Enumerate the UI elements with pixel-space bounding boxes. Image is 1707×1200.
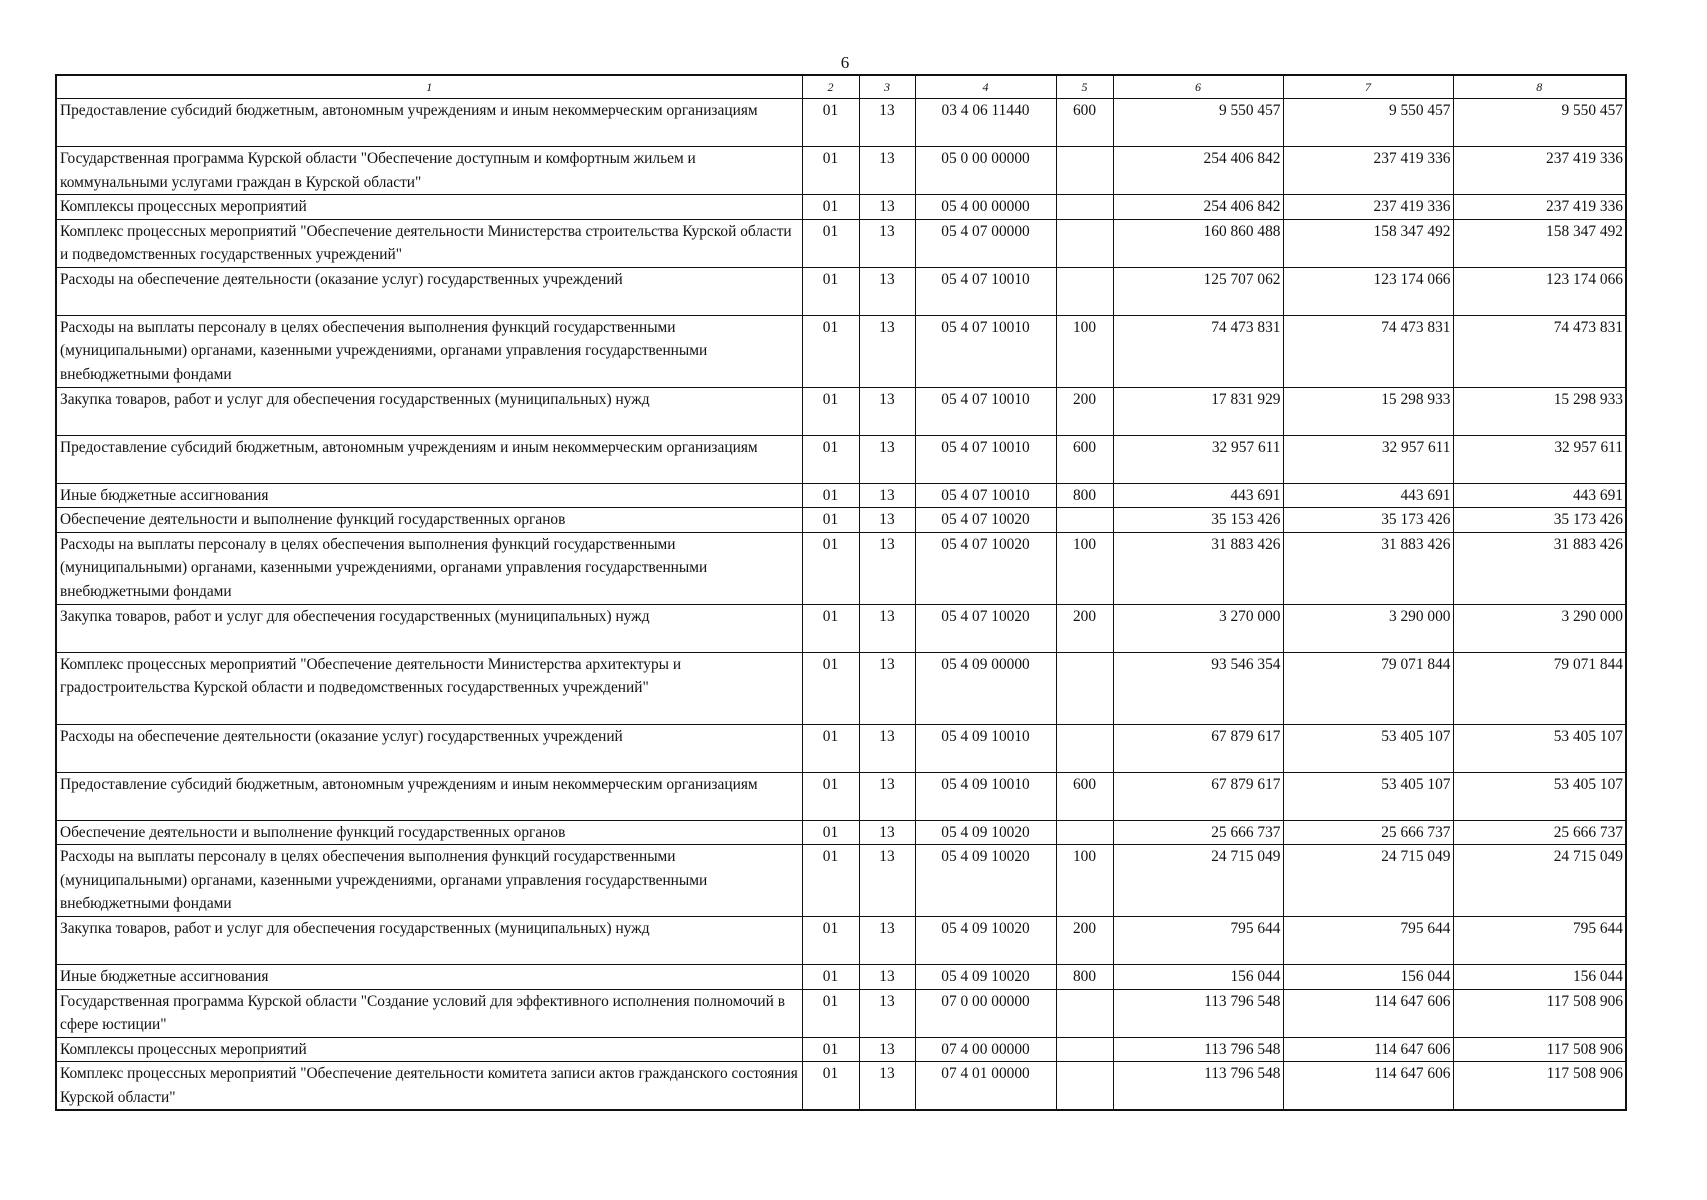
- row-expense-type-code: [1056, 147, 1113, 195]
- row-name: Государственная программа Курской области "Создание условий для эффективного исполнения полномочий в сфере юстиции": [56, 989, 802, 1037]
- row-amount-col-8: 15 298 933: [1453, 387, 1626, 435]
- row-section-code: 01: [802, 1037, 859, 1062]
- row-section-code: 01: [802, 532, 859, 604]
- row-amount-col-7: 32 957 611: [1283, 435, 1453, 483]
- row-section-code: 01: [802, 724, 859, 772]
- row-name: Комплекс процессных мероприятий "Обеспечение деятельности комитета записи актов гражданского состояния Курской области": [56, 1062, 802, 1111]
- row-amount-col-6: 25 666 737: [1113, 820, 1283, 845]
- table-row: [56, 845, 1626, 917]
- row-section-code: 01: [802, 917, 859, 965]
- row-amount-col-6: 31 883 426: [1113, 532, 1283, 604]
- row-expense-type-code: 200: [1056, 917, 1113, 965]
- row-section-code: 01: [802, 267, 859, 315]
- row-subsection-code: 13: [859, 917, 915, 965]
- row-target-article-code: 07 4 01 00000: [915, 1062, 1056, 1111]
- row-amount-col-6: 254 406 842: [1113, 147, 1283, 195]
- header-col-5: 5: [1056, 75, 1113, 99]
- row-name: Комплекс процессных мероприятий "Обеспечение деятельности Министерства архитектуры и градостроительства Курской области и подведомственных государственных учреждений": [56, 652, 802, 724]
- row-section-code: 01: [802, 147, 859, 195]
- row-section-code: 01: [802, 435, 859, 483]
- row-name: Иные бюджетные ассигнования: [56, 965, 802, 990]
- row-expense-type-code: 200: [1056, 387, 1113, 435]
- row-expense-type-code: 200: [1056, 604, 1113, 652]
- row-target-article-code: 05 4 09 10010: [915, 724, 1056, 772]
- row-name: Обеспечение деятельности и выполнение функций государственных органов: [56, 820, 802, 845]
- row-name: Расходы на выплаты персоналу в целях обеспечения выполнения функций государственными (муниципальными) органами, казенными учреждениями, органами управления государственными внебюджетными фондами: [56, 845, 802, 917]
- header-col-3: 3: [859, 75, 915, 99]
- table-row: [56, 772, 1626, 820]
- header-col-1: 1: [56, 75, 802, 99]
- row-subsection-code: 13: [859, 147, 915, 195]
- row-expense-type-code: 100: [1056, 845, 1113, 917]
- row-amount-col-7: 53 405 107: [1283, 772, 1453, 820]
- header-col-8: 8: [1453, 75, 1626, 99]
- row-subsection-code: 13: [859, 965, 915, 990]
- row-amount-col-6: 3 270 000: [1113, 604, 1283, 652]
- row-subsection-code: 13: [859, 989, 915, 1037]
- row-amount-col-8: 31 883 426: [1453, 532, 1626, 604]
- row-target-article-code: 05 4 07 10010: [915, 315, 1056, 387]
- row-expense-type-code: [1056, 652, 1113, 724]
- row-amount-col-8: 795 644: [1453, 917, 1626, 965]
- row-name: Предоставление субсидий бюджетным, автономным учреждениям и иным некоммерческим организациям: [56, 99, 802, 147]
- row-section-code: 01: [802, 99, 859, 147]
- row-section-code: 01: [802, 604, 859, 652]
- row-amount-col-7: 24 715 049: [1283, 845, 1453, 917]
- row-name: Государственная программа Курской области "Обеспечение доступным и комфортным жильем и коммунальными услугами граждан в Курской области": [56, 147, 802, 195]
- row-name: Комплекс процессных мероприятий "Обеспечение деятельности Министерства строительства Курской области и подведомственных государственных учреждений": [56, 219, 802, 267]
- row-amount-col-8: 117 508 906: [1453, 1062, 1626, 1111]
- row-name: Комплексы процессных мероприятий: [56, 195, 802, 220]
- table-row: [56, 147, 1626, 195]
- row-section-code: 01: [802, 772, 859, 820]
- row-section-code: 01: [802, 820, 859, 845]
- table-row: [56, 387, 1626, 435]
- row-amount-col-6: 67 879 617: [1113, 724, 1283, 772]
- row-amount-col-6: 67 879 617: [1113, 772, 1283, 820]
- row-amount-col-6: 93 546 354: [1113, 652, 1283, 724]
- row-name: Закупка товаров, работ и услуг для обеспечения государственных (муниципальных) нужд: [56, 387, 802, 435]
- row-target-article-code: 05 4 00 00000: [915, 195, 1056, 220]
- table-header-row: [56, 75, 1626, 99]
- row-subsection-code: 13: [859, 532, 915, 604]
- row-expense-type-code: 100: [1056, 315, 1113, 387]
- row-target-article-code: 05 4 07 10020: [915, 604, 1056, 652]
- table-row: [56, 267, 1626, 315]
- row-amount-col-7: 114 647 606: [1283, 1037, 1453, 1062]
- row-expense-type-code: 600: [1056, 435, 1113, 483]
- row-amount-col-6: 795 644: [1113, 917, 1283, 965]
- row-amount-col-7: 114 647 606: [1283, 1062, 1453, 1111]
- table-row: [56, 219, 1626, 267]
- row-target-article-code: 05 4 09 10020: [915, 917, 1056, 965]
- row-name: Расходы на обеспечение деятельности (оказание услуг) государственных учреждений: [56, 267, 802, 315]
- row-subsection-code: 13: [859, 652, 915, 724]
- row-subsection-code: 13: [859, 435, 915, 483]
- row-name: Закупка товаров, работ и услуг для обеспечения государственных (муниципальных) нужд: [56, 604, 802, 652]
- row-section-code: 01: [802, 652, 859, 724]
- row-amount-col-8: 443 691: [1453, 483, 1626, 508]
- row-section-code: 01: [802, 315, 859, 387]
- row-expense-type-code: [1056, 724, 1113, 772]
- row-subsection-code: 13: [859, 772, 915, 820]
- row-amount-col-8: 123 174 066: [1453, 267, 1626, 315]
- row-target-article-code: 05 4 07 10020: [915, 532, 1056, 604]
- row-amount-col-6: 113 796 548: [1113, 1037, 1283, 1062]
- row-amount-col-7: 3 290 000: [1283, 604, 1453, 652]
- row-subsection-code: 13: [859, 195, 915, 220]
- row-subsection-code: 13: [859, 508, 915, 533]
- row-expense-type-code: [1056, 1037, 1113, 1062]
- row-amount-col-6: 443 691: [1113, 483, 1283, 508]
- row-amount-col-8: 9 550 457: [1453, 99, 1626, 147]
- row-amount-col-8: 53 405 107: [1453, 724, 1626, 772]
- row-section-code: 01: [802, 1062, 859, 1111]
- row-amount-col-8: 3 290 000: [1453, 604, 1626, 652]
- row-name: Предоставление субсидий бюджетным, автономным учреждениям и иным некоммерческим организациям: [56, 772, 802, 820]
- row-expense-type-code: 800: [1056, 483, 1113, 508]
- row-target-article-code: 05 4 09 00000: [915, 652, 1056, 724]
- row-amount-col-6: 113 796 548: [1113, 989, 1283, 1037]
- row-amount-col-7: 795 644: [1283, 917, 1453, 965]
- row-target-article-code: 05 4 09 10020: [915, 965, 1056, 990]
- row-target-article-code: 05 4 07 10010: [915, 435, 1056, 483]
- row-amount-col-6: 24 715 049: [1113, 845, 1283, 917]
- table-row: [56, 820, 1626, 845]
- row-section-code: 01: [802, 965, 859, 990]
- row-target-article-code: 05 4 07 10010: [915, 483, 1056, 508]
- row-name: Расходы на выплаты персоналу в целях обеспечения выполнения функций государственными (муниципальными) органами, казенными учреждениями, органами управления государственными внебюджетными фондами: [56, 315, 802, 387]
- row-amount-col-7: 156 044: [1283, 965, 1453, 990]
- row-section-code: 01: [802, 387, 859, 435]
- table-row: [56, 315, 1626, 387]
- row-amount-col-7: 9 550 457: [1283, 99, 1453, 147]
- row-name: Иные бюджетные ассигнования: [56, 483, 802, 508]
- row-subsection-code: 13: [859, 315, 915, 387]
- table-row: [56, 1037, 1626, 1062]
- row-amount-col-8: 117 508 906: [1453, 989, 1626, 1037]
- row-section-code: 01: [802, 219, 859, 267]
- row-amount-col-6: 35 153 426: [1113, 508, 1283, 533]
- page-number: 6: [840, 53, 850, 72]
- row-expense-type-code: [1056, 195, 1113, 220]
- row-target-article-code: 03 4 06 11440: [915, 99, 1056, 147]
- table-row: [56, 508, 1626, 533]
- row-expense-type-code: [1056, 1062, 1113, 1111]
- row-amount-col-8: 35 173 426: [1453, 508, 1626, 533]
- row-expense-type-code: 600: [1056, 772, 1113, 820]
- row-subsection-code: 13: [859, 99, 915, 147]
- row-expense-type-code: [1056, 508, 1113, 533]
- header-col-6: 6: [1113, 75, 1283, 99]
- row-amount-col-8: 79 071 844: [1453, 652, 1626, 724]
- row-amount-col-7: 31 883 426: [1283, 532, 1453, 604]
- row-name: Обеспечение деятельности и выполнение функций государственных органов: [56, 508, 802, 533]
- row-section-code: 01: [802, 195, 859, 220]
- table-row: [56, 724, 1626, 772]
- table-row: [56, 965, 1626, 990]
- row-amount-col-7: 53 405 107: [1283, 724, 1453, 772]
- row-section-code: 01: [802, 508, 859, 533]
- row-amount-col-8: 53 405 107: [1453, 772, 1626, 820]
- row-amount-col-6: 254 406 842: [1113, 195, 1283, 220]
- row-amount-col-6: 17 831 929: [1113, 387, 1283, 435]
- row-amount-col-8: 158 347 492: [1453, 219, 1626, 267]
- row-subsection-code: 13: [859, 267, 915, 315]
- row-amount-col-8: 32 957 611: [1453, 435, 1626, 483]
- row-name: Закупка товаров, работ и услуг для обеспечения государственных (муниципальных) нужд: [56, 917, 802, 965]
- table-row: [56, 604, 1626, 652]
- row-amount-col-6: 32 957 611: [1113, 435, 1283, 483]
- row-amount-col-7: 74 473 831: [1283, 315, 1453, 387]
- budget-table: [55, 74, 1627, 1111]
- row-amount-col-7: 237 419 336: [1283, 147, 1453, 195]
- row-amount-col-8: 74 473 831: [1453, 315, 1626, 387]
- row-section-code: 01: [802, 989, 859, 1037]
- row-subsection-code: 13: [859, 724, 915, 772]
- row-amount-col-8: 237 419 336: [1453, 195, 1626, 220]
- row-target-article-code: 05 4 07 10010: [915, 387, 1056, 435]
- row-amount-col-7: 123 174 066: [1283, 267, 1453, 315]
- table-row: [56, 989, 1626, 1037]
- row-amount-col-8: 237 419 336: [1453, 147, 1626, 195]
- row-amount-col-8: 24 715 049: [1453, 845, 1626, 917]
- row-target-article-code: 05 0 00 00000: [915, 147, 1056, 195]
- row-section-code: 01: [802, 483, 859, 508]
- row-subsection-code: 13: [859, 1062, 915, 1111]
- row-target-article-code: 05 4 09 10010: [915, 772, 1056, 820]
- table-row: [56, 917, 1626, 965]
- row-subsection-code: 13: [859, 1037, 915, 1062]
- row-subsection-code: 13: [859, 845, 915, 917]
- table-row: [56, 532, 1626, 604]
- row-subsection-code: 13: [859, 387, 915, 435]
- table-row: [56, 483, 1626, 508]
- row-target-article-code: 05 4 07 10010: [915, 267, 1056, 315]
- row-name: Предоставление субсидий бюджетным, автономным учреждениям и иным некоммерческим организациям: [56, 435, 802, 483]
- row-section-code: 01: [802, 845, 859, 917]
- row-target-article-code: 05 4 09 10020: [915, 820, 1056, 845]
- row-name: Комплексы процессных мероприятий: [56, 1037, 802, 1062]
- table-row: [56, 652, 1626, 724]
- table-body: [56, 99, 1626, 1111]
- row-expense-type-code: [1056, 989, 1113, 1037]
- row-amount-col-7: 79 071 844: [1283, 652, 1453, 724]
- row-expense-type-code: 600: [1056, 99, 1113, 147]
- row-target-article-code: 05 4 07 00000: [915, 219, 1056, 267]
- row-amount-col-8: 117 508 906: [1453, 1037, 1626, 1062]
- row-amount-col-7: 443 691: [1283, 483, 1453, 508]
- row-subsection-code: 13: [859, 604, 915, 652]
- row-amount-col-6: 156 044: [1113, 965, 1283, 990]
- row-amount-col-7: 15 298 933: [1283, 387, 1453, 435]
- row-subsection-code: 13: [859, 219, 915, 267]
- table-row: [56, 99, 1626, 147]
- row-target-article-code: 05 4 07 10020: [915, 508, 1056, 533]
- row-name: Расходы на выплаты персоналу в целях обеспечения выполнения функций государственными (муниципальными) органами, казенными учреждениями, органами управления государственными внебюджетными фондами: [56, 532, 802, 604]
- table-row: [56, 195, 1626, 220]
- row-expense-type-code: 800: [1056, 965, 1113, 990]
- row-amount-col-7: 114 647 606: [1283, 989, 1453, 1037]
- row-target-article-code: 07 0 00 00000: [915, 989, 1056, 1037]
- row-target-article-code: 05 4 09 10020: [915, 845, 1056, 917]
- row-amount-col-8: 156 044: [1453, 965, 1626, 990]
- table-row: [56, 435, 1626, 483]
- header-col-2: 2: [802, 75, 859, 99]
- row-target-article-code: 07 4 00 00000: [915, 1037, 1056, 1062]
- row-amount-col-6: 160 860 488: [1113, 219, 1283, 267]
- row-amount-col-6: 125 707 062: [1113, 267, 1283, 315]
- header-col-4: 4: [915, 75, 1056, 99]
- row-expense-type-code: [1056, 820, 1113, 845]
- row-name: Расходы на обеспечение деятельности (оказание услуг) государственных учреждений: [56, 724, 802, 772]
- row-amount-col-7: 158 347 492: [1283, 219, 1453, 267]
- row-subsection-code: 13: [859, 483, 915, 508]
- row-amount-col-7: 35 173 426: [1283, 508, 1453, 533]
- header-col-7: 7: [1283, 75, 1453, 99]
- row-amount-col-7: 237 419 336: [1283, 195, 1453, 220]
- table-row: [56, 1062, 1626, 1111]
- row-expense-type-code: [1056, 267, 1113, 315]
- row-amount-col-6: 9 550 457: [1113, 99, 1283, 147]
- row-expense-type-code: 100: [1056, 532, 1113, 604]
- row-amount-col-8: 25 666 737: [1453, 820, 1626, 845]
- row-subsection-code: 13: [859, 820, 915, 845]
- row-amount-col-6: 113 796 548: [1113, 1062, 1283, 1111]
- row-amount-col-6: 74 473 831: [1113, 315, 1283, 387]
- row-amount-col-7: 25 666 737: [1283, 820, 1453, 845]
- row-expense-type-code: [1056, 219, 1113, 267]
